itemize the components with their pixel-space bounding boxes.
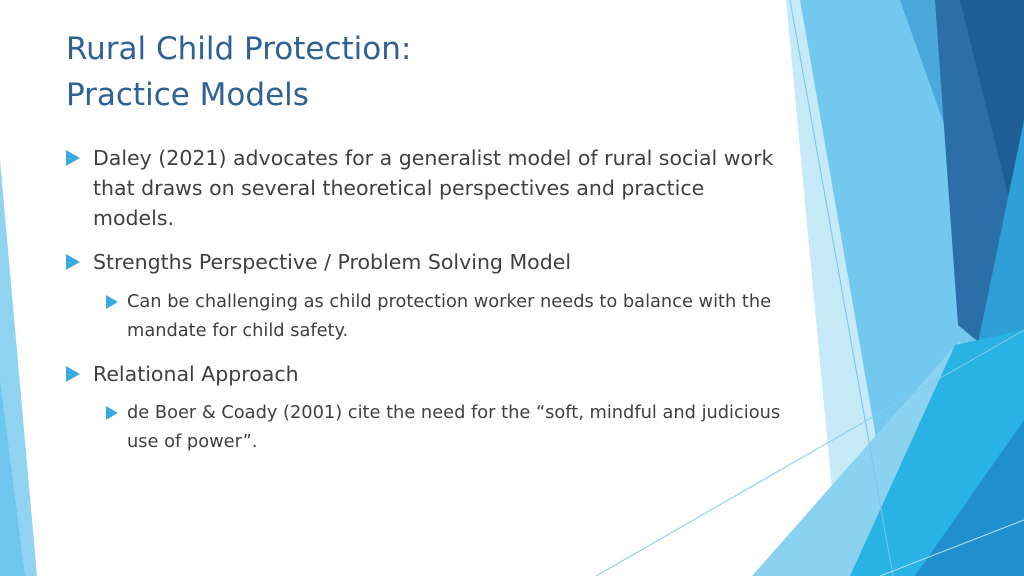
bullet-relational-approach: [66, 359, 786, 389]
bullet-text: Can be challenging as child protection worker needs to balance with the mandate for child safety.: [127, 291, 772, 341]
bullet-list: [66, 143, 786, 456]
bullet-strengths-perspective: [66, 247, 786, 277]
bullet-arrow-icon: [66, 366, 80, 382]
slide-title: [66, 26, 766, 118]
bullet-arrow-icon: [66, 150, 80, 166]
sub-bullet-arrow-icon: [106, 406, 118, 420]
title-line-2: Practice Models: [66, 77, 309, 113]
bullet-text: de Boer & Coady (2001) cite the need for the “soft, mindful and judicious use of power”.: [127, 402, 781, 452]
sub-bullet-arrow-icon: [106, 295, 118, 309]
bullet-arrow-icon: [66, 254, 80, 270]
bullet-daley: [66, 143, 786, 233]
bullet-text: Relational Approach: [93, 362, 299, 386]
title-line-1: Rural Child Protection:: [66, 31, 412, 67]
bullet-text: Strengths Perspective / Problem Solving Model: [93, 250, 572, 274]
sub-bullet-challenging: [106, 288, 786, 345]
sub-bullet-de-boer-coady: [106, 399, 786, 456]
bullet-text: Daley (2021) advocates for a generalist model of rural social work that draws on several theoretical perspectives and practice models.: [93, 146, 774, 230]
